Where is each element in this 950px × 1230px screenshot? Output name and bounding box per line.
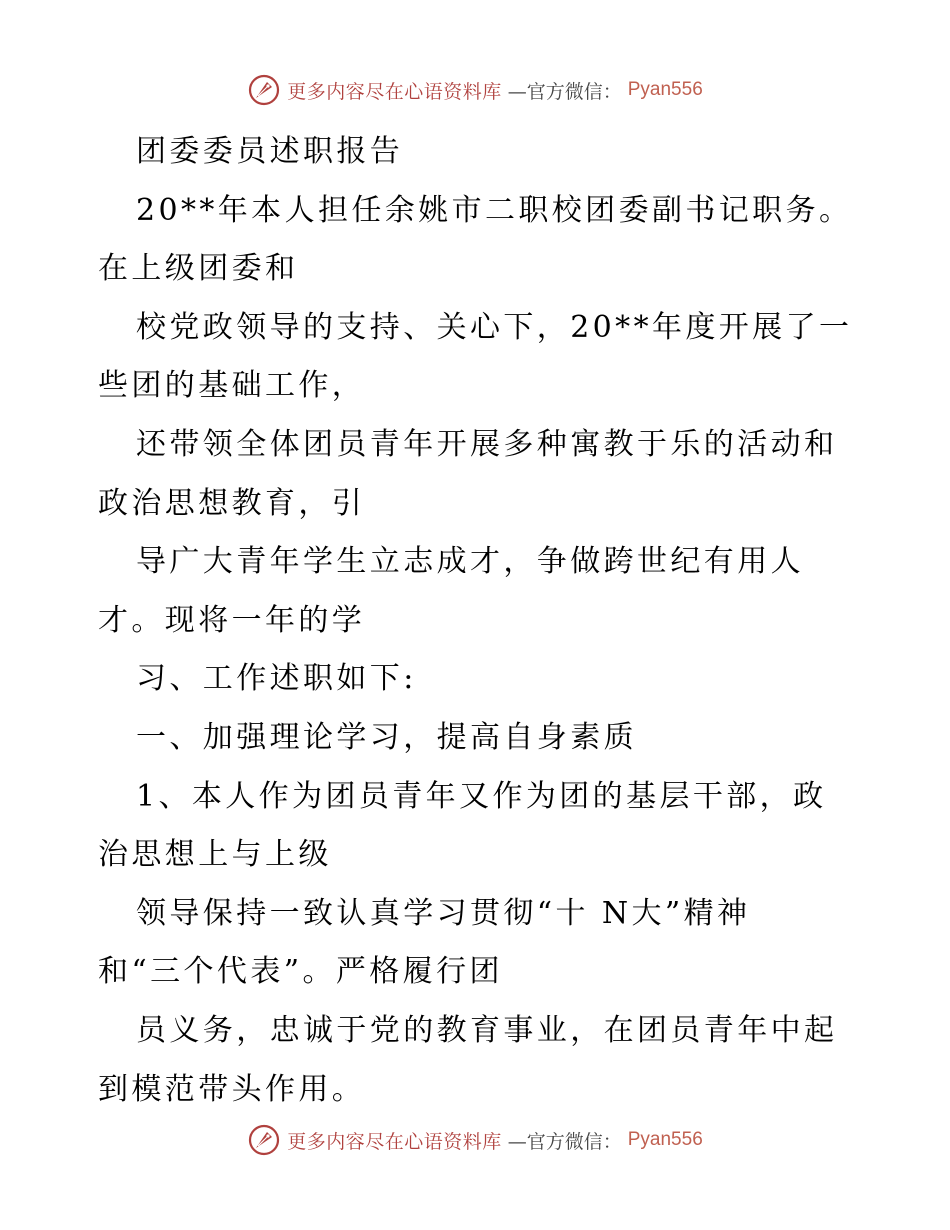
paragraph-line: 1、本人作为团员青年又作为团的基层干部，政 [136,778,827,814]
paragraph-line: 习、工作述职如下: [136,661,417,697]
section-heading: 一、加强理论学习，提高自身素质 [136,719,637,755]
paragraph-line: 20**年本人担任余姚市二职校团委副书记职务。 [136,192,853,228]
paragraph-line: 些团的基础工作， [98,368,366,404]
paragraph-line: 和“三个代表”。严格履行团 [98,954,503,990]
header-banner [0,70,950,110]
footer-wechat-id: Pyan556 [627,1129,703,1150]
paragraph-line: 治思想上与上级 [98,837,332,873]
footer-banner [0,1120,950,1160]
document-title: 团委委员述职报告 [136,134,404,169]
header-banner-inner [247,73,703,107]
document-body [98,123,858,1119]
paragraph-line: 在上级团委和 [98,251,299,287]
paragraph-line: 导广大青年学生立志成才，争做跨世纪有用人 [136,544,804,580]
footer-slogan: 更多内容尽在心语资料库 [287,1130,502,1153]
header-wechat-id: Pyan556 [627,79,703,100]
footer-banner-inner [247,1123,703,1157]
paragraph-line: 领导保持一致认真学习贯彻“十 N大”精神 [136,895,751,931]
pen-nib-logo-icon [247,73,281,107]
paragraph-line: 才。现将一年的学 [98,602,366,638]
paragraph-line: 还带领全体团员青年开展多种寓教于乐的活动和 [136,426,838,462]
paragraph-line: 员义务，忠诚于党的教育事业，在团员青年中起 [136,1012,838,1048]
footer-wechat-label: —官方微信： [507,1130,622,1153]
header-wechat-label: —官方微信： [507,80,622,103]
paragraph-line: 政治思想教育，引 [98,485,366,521]
paragraph-line: 到模范带头作用。 [98,1071,366,1107]
paragraph-line: 校党政领导的支持、关心下，20**年度开展了一 [136,309,853,345]
pen-nib-logo-icon [247,1123,281,1157]
header-slogan: 更多内容尽在心语资料库 [287,80,502,103]
